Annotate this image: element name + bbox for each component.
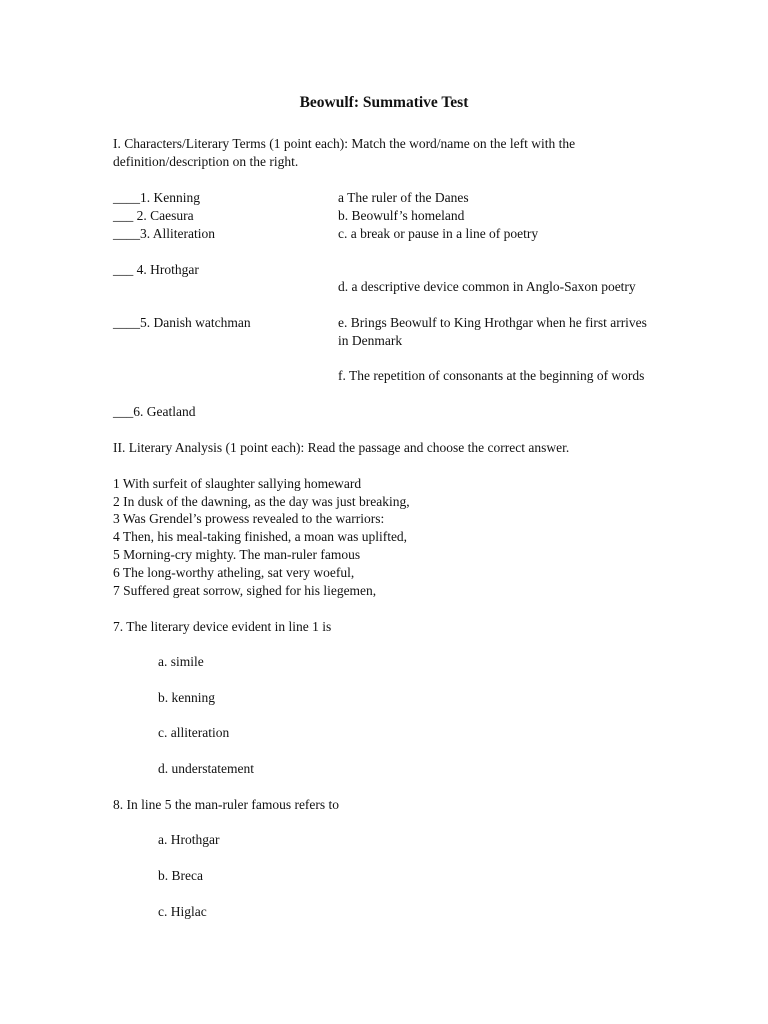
match-left-item: ____3. Alliteration — [113, 226, 215, 241]
match-right-item: d. a descriptive device common in Anglo-Saxon poetry — [338, 279, 636, 294]
page-title: Beowulf: Summative Test — [299, 94, 469, 111]
section1-instructions: I. Characters/Literary Terms (1 point each): Match the word/name on the left with the definition/description on the right. — [113, 136, 576, 169]
answer-option: a. simile — [158, 654, 204, 669]
passage-line: 6 The long-worthy atheling, sat very woeful, — [113, 565, 355, 580]
match-right-item: f. The repetition of consonants at the beginning of words — [338, 368, 645, 383]
answer-option: c. alliteration — [158, 725, 230, 740]
answer-option: b. Breca — [158, 868, 203, 883]
match-left-item: ____1. Kenning — [113, 190, 200, 205]
match-left-item: ___ 4. Hrothgar — [113, 262, 199, 277]
passage-line: 3 Was Grendel’s prowess revealed to the warriors: — [113, 511, 385, 526]
match-right-item: e. Brings Beowulf to King Hrothgar when he first arrives in Denmark — [338, 315, 647, 348]
match-left-item: ____5. Danish watchman — [113, 315, 251, 330]
match-right-item: c. a break or pause in a line of poetry — [338, 226, 539, 241]
section2-instructions: II. Literary Analysis (1 point each): Read the passage and choose the correct answer. — [113, 440, 570, 455]
passage-line: 7 Suffered great sorrow, sighed for his liegemen, — [113, 583, 377, 598]
passage-line: 5 Morning-cry mighty. The man-ruler famous — [113, 547, 361, 562]
match-left-item: ___6. Geatland — [113, 404, 196, 419]
match-left-item: ___ 2. Caesura — [113, 208, 194, 223]
answer-option: c. Higlac — [158, 904, 207, 919]
match-right-item: a The ruler of the Danes — [338, 190, 469, 205]
passage-line: 4 Then, his meal-taking finished, a moan was uplifted, — [113, 529, 408, 544]
question-prompt: 8. In line 5 the man-ruler famous refers to — [113, 797, 340, 812]
match-right-item: b. Beowulf’s homeland — [338, 208, 465, 223]
answer-option: a. Hrothgar — [158, 832, 220, 847]
answer-option: d. understatement — [158, 761, 254, 776]
question-prompt: 7. The literary device evident in line 1 is — [113, 619, 332, 634]
passage-line: 2 In dusk of the dawning, as the day was just breaking, — [113, 494, 410, 509]
passage-line: 1 With surfeit of slaughter sallying homeward — [113, 476, 362, 491]
answer-option: b. kenning — [158, 690, 215, 705]
